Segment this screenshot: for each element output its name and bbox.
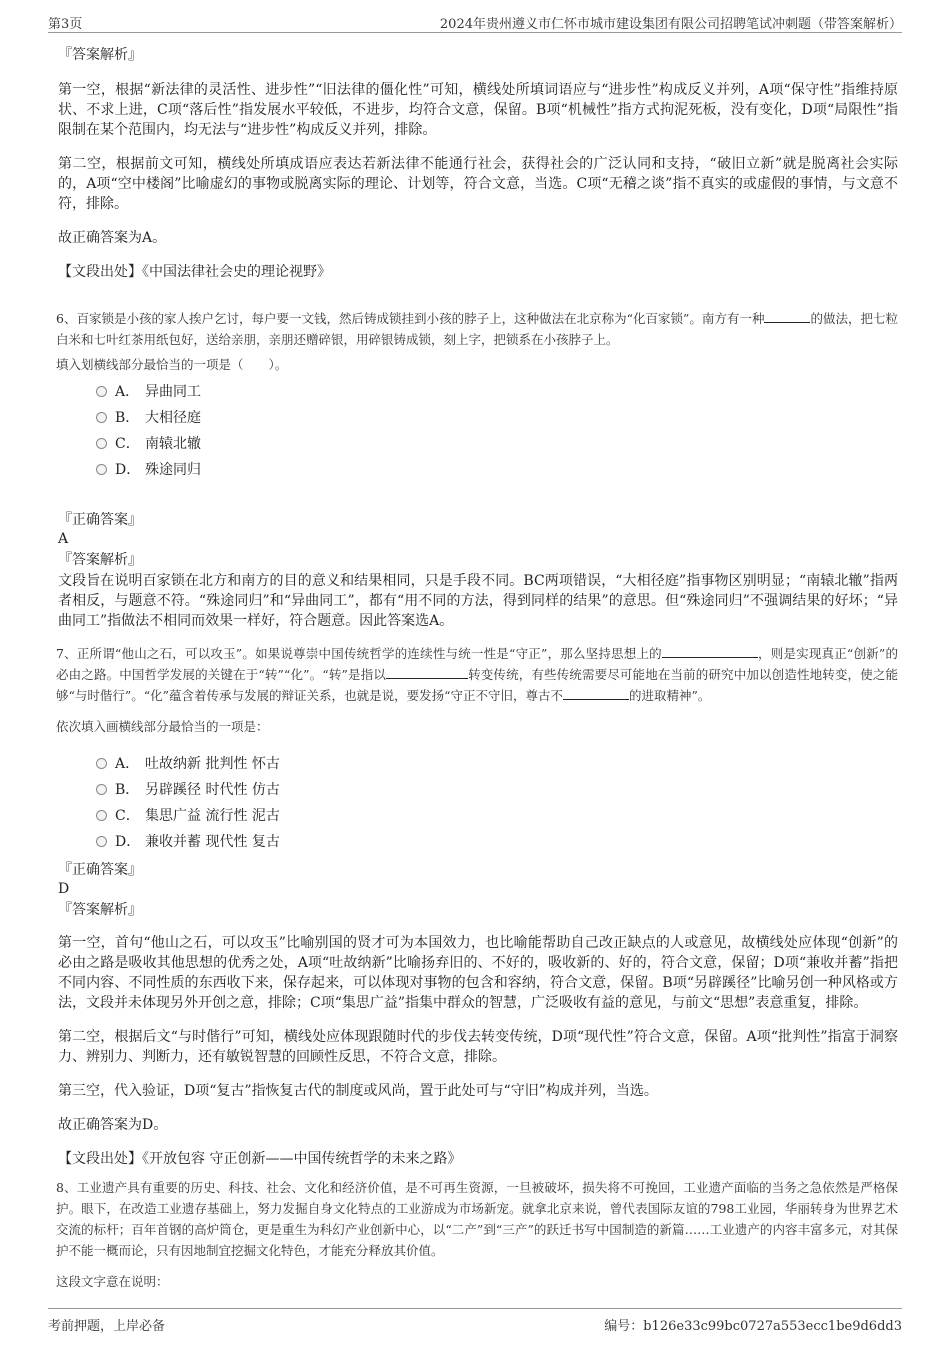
document-title: 2024年贵州遵义市仁怀市城市建设集团有限公司招聘笔试冲刺题（带答案解析） — [439, 17, 902, 32]
radio-icon[interactable] — [96, 836, 107, 847]
q7-source: 【文段出处】《开放包容 守正创新——中国传统哲学的未来之路》 — [58, 1151, 462, 1167]
q6-blank — [764, 308, 810, 323]
q6-option-d[interactable]: D． 殊途同归 — [96, 457, 898, 483]
document-id: 编号：b126e33c99bc0727a553ecc1be9d6dd3 — [604, 1319, 902, 1334]
q6-options — [96, 379, 898, 483]
q7-analysis-para2: 第二空，根据后文“与时偕行”可知，横线处应体现跟随时代的步伐去转变传统，D项“现代性”符合文意，保留。A项“批判性”指富于洞察力、辨别力、判断力，还有敏锐智慧的回顾性反思，不符合文意，排除。 — [58, 1029, 898, 1065]
q6-analysis: 文段旨在说明百家锁在北方和南方的目的意义和结果相同，只是手段不同。BC两项错误，“大相径庭”指事物区别明显；“南辕北辙”指两者相反，与题意不符。“殊途同归”和“异曲同工”，都有“用不同的方法，得到同样的结果”的意思。但“殊途同归”不强调结果的好坏；“异曲同工”指做法不相同而效果一样好，符合题意。因此答案选A。 — [58, 573, 898, 629]
q7-stem: 7、正所谓“他山之石，可以攻玉”。如果说尊崇中国传统哲学的连续性与统一性是“守正”，那么坚持思想上的 ，则是实现真正“创新”的必由之路。中国哲学发展的关键在于“转”“化”。“转”是指以 转变传统，有些传统需要尽可能地在当前的研究中加以创造性地转变，使之能够“与时偕行”。“化”蕴含着传承与发展的辩证关系，也就是说，要发扬“守正不守旧，尊古不 的进取精神”。 — [56, 643, 898, 706]
q7-blank-1 — [662, 643, 758, 658]
radio-icon[interactable] — [96, 464, 107, 475]
q7-section — [56, 643, 898, 1169]
footer-slogan: 考前押题，上岸必备 — [48, 1319, 166, 1334]
q7-options — [96, 751, 898, 855]
q6-analysis-label: 『答案解析』 — [58, 552, 142, 568]
q6-prompt: 填入划横线部分最恰当的一项是（ ）。 — [56, 357, 288, 372]
q6-stem-part1: 6、百家锁是小孩的家人挨户乞讨，每户要一文钱，然后铸成锁挂到小孩的脖子上，这种做法在北京称为“化百家锁”。南方有一种 — [56, 311, 765, 326]
q7-blank-2 — [386, 664, 468, 679]
q5-section — [56, 44, 898, 282]
q7-blank-3 — [563, 685, 629, 700]
q5-source: 【文段出处】《中国法律社会史的理论视野》 — [58, 264, 331, 280]
q5-analysis-para2: 第二空，根据前文可知，横线处所填成语应表达若新法律不能通行社会，获得社会的广泛认同和支持，“破旧立新”就是脱离社会实际的，A项“空中楼阁”比喻虚幻的事物或脱离实际的理论、计划等，符合文意，当选。C项“无稽之谈”指不真实的或虚假的事情，与文意不符，排除。 — [58, 156, 898, 212]
q6-stem — [56, 308, 898, 350]
radio-icon[interactable] — [96, 386, 107, 397]
q6-correct-label: 『正确答案』 — [58, 512, 142, 528]
q7-option-a[interactable]: A． 吐故纳新 批判性 怀古 — [96, 751, 898, 777]
q7-prompt: 依次填入画横线部分最恰当的一项是： — [56, 719, 269, 734]
q6-option-a[interactable]: A． 异曲同工 — [96, 379, 898, 405]
page-footer — [48, 1308, 902, 1335]
q6-option-c[interactable]: C． 南辕北辙 — [96, 431, 898, 457]
radio-icon[interactable] — [96, 438, 107, 449]
page-header — [48, 10, 902, 33]
q6-stem-part2: 的做法，把七粒白米和七叶红茶用纸包好，送给亲朋，亲朋还赠碎银，用碎银铸成锁，刻上字，把锁系在小孩脖子上。 — [56, 311, 898, 347]
q7-analysis-para3: 第三空，代入验证，D项“复古”指恢复古代的制度或风尚，置于此处可与“守旧”构成并列，当选。 — [58, 1083, 658, 1099]
q6-correct-answer: A — [58, 531, 69, 547]
q7-conclusion: 故正确答案为D。 — [58, 1117, 168, 1133]
radio-icon[interactable] — [96, 412, 107, 423]
q7-option-c[interactable]: C． 集思广益 流行性 泥古 — [96, 803, 898, 829]
radio-icon[interactable] — [96, 784, 107, 795]
q7-option-d[interactable]: D． 兼收并蓄 现代性 复古 — [96, 829, 898, 855]
q7-analysis-para1: 第一空，首句“他山之石，可以攻玉”比喻别国的贤才可为本国效力，也比喻能帮助自己改正缺点的人或意见，故横线处应体现“创新”的必由之路是吸收其他思想的优秀之处，A项“吐故纳新”比喻扬弃旧的、不好的，吸收新的、好的，符合文意，保留；D项“兼收并蓄”指把不同内容、不同性质的东西收下来，保存起来，可以体现对事物的包含和容纳，符合文意，保留。B项“另辟蹊径”比喻另创一种风格或方法，文段并未体现另外开创之意，排除；C项“集思广益”指集中群众的智慧，广泛吸收有益的意见，与前文“思想”表意重复，排除。 — [58, 935, 898, 1011]
q8-section — [56, 1177, 898, 1292]
q7-correct-answer: D — [58, 881, 70, 897]
page-number: 第3页 — [48, 17, 83, 32]
q6-option-b[interactable]: B． 大相径庭 — [96, 405, 898, 431]
q5-analysis-label: 『答案解析』 — [58, 47, 142, 63]
document-content — [56, 44, 898, 1296]
q5-conclusion: 故正确答案为A。 — [58, 230, 167, 246]
q7-analysis-label: 『答案解析』 — [58, 902, 142, 918]
q8-stem: 8、工业遗产具有重要的历史、科技、社会、文化和经济价值，是不可再生资源，一旦被破坏，损失将不可挽回，工业遗产面临的当务之急依然是严格保护。眼下，在改造工业遗存基础上，努力发掘自身文化特点的工业游成为市场新宠。就拿北京来说，曾代表国际友谊的798工业园，华丽转身为世界艺术交流的标杆；百年首钢的高炉筒仓，更是重生为科幻产业创新中心，以“二产”到“三产”的跃迁书写中国制造的新篇……工业遗产的内容丰富多元，对其保护不能一概而论，只有因地制宜挖掘文化特色，才能充分释放其价值。 — [56, 1180, 898, 1258]
radio-icon[interactable] — [96, 810, 107, 821]
q5-analysis-para1: 第一空，根据“新法律的灵活性、进步性”“旧法律的僵化性”可知，横线处所填词语应与“进步性”构成反义并列，A项“保守性”指维持原状、不求上进，C项“落后性”指发展水平较低，不进步，均符合文意，保留。B项“机械性”指方式拘泥死板，没有变化，D项“局限性”指限制在某个范围内，均无法与“进步性”构成反义并列，排除。 — [58, 82, 898, 138]
q7-option-b[interactable]: B． 另辟蹊径 时代性 仿古 — [96, 777, 898, 803]
q6-section — [56, 308, 898, 631]
q8-prompt: 这段文字意在说明： — [56, 1274, 169, 1289]
q7-correct-label: 『正确答案』 — [58, 862, 142, 878]
radio-icon[interactable] — [96, 758, 107, 769]
